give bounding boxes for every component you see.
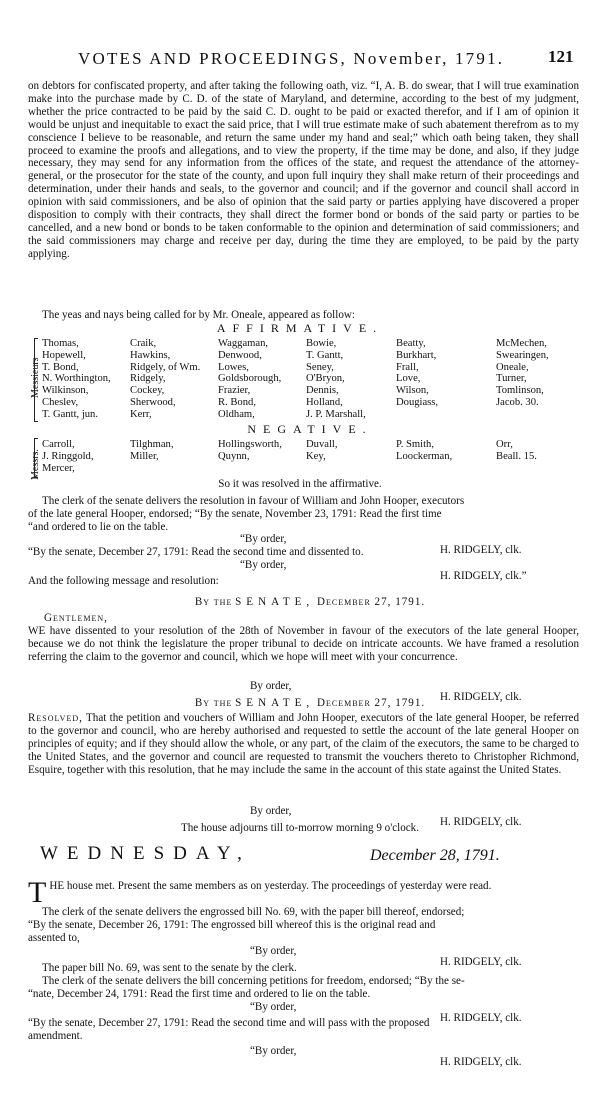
affirmative-member: Denwood, [218,349,262,361]
affirmative-member: Tomlinson, [496,385,544,397]
resolution-text: That the petition and vouchers of William and John Hooper, executors of the late general Hooper, be referred to the governor and council, who are hereby authorised and requested to settle the account of the late general Hooper on principles of equity; and if they should allow the whole, or any part, of the claim of the executors, the same to be charged to the United States, and the governor and council are requested to transmit the vouchers thereto to Christopher Richmond, Esquire, together with this resolution, that he may include the same in the account of this state against the United States. [28,712,579,776]
by-the-lead: By the [194,596,233,608]
affirmative-member: Ridgely, [130,373,166,385]
house-met-paragraph [28,876,579,909]
yeas-nays-intro: The yeas and nays being called for by Mr. Oneale, appeared as follow: [42,309,355,321]
affirmative-member: T. Gantt, [306,349,344,361]
house-adjourns: The house adjourns till to-morrow morning 9 o'clock. [180,822,419,834]
affirmative-member: Hopewell, [42,349,86,361]
affirmative-member: N. Worthington, [42,373,111,385]
affirmative-member: Swearingen, [496,349,549,361]
affirmative-member: Jacob. 30. [496,396,539,408]
bill69-line-3: assented to, [28,932,80,944]
wednesday-day: WEDNESDAY, [40,843,251,864]
affirmative-member: Cheslev, [42,396,79,408]
affirmative-member: Waggaman, [218,338,269,349]
clerk-signature-7: H. RIDGELY, clk. [440,1056,522,1069]
negative-member: Tilghman, [130,439,174,450]
oath-paragraph: on debtors for confiscated property, and after taking the following oath, viz. “I, A. B. do swear, that I will true examination make into the purchase made by C. D. of the state of Maryland, and determine, according to the best of my judgment, whether the price contracted to be paid by the said C. D. ought to be paid or exacted therefor, and if I am of opinion it would be unjust and inequitable to exact the said price, that I will true estimate make of such abatement therefrom as to my conscience I believe to be reasonable, and return the same under my hand and seal;” which oath being taken, they shall proceed to examine the proofs and allegations, and to view the property, if the time may be done, and also, if they judge necessary, they may send for any information from the offices of the state, and request the attendance of the attorney-general, or the prosecutor for the state of the county, and upon full inquiry they shall make return of their proceedings and determination, under their hands and seals, to the governor and council; and if the governor and council shall accord in opinion with said commissioners, and be also of opinion that the said party or parties applying have discovered a proper disposition to comply with their contracts, they shall direct the former bond or bonds of the said party or parties to be cancelled, and a new bond or bonds to be taken conformable to the opinion and determination of said commissioners; and the said commissioners may charge and receive per day, during the time they are employed, to be paid by the party applying. [28,80,579,260]
clerk-signature-6: H. RIDGELY, clk. [440,1012,522,1025]
negative-member: Beall. 15. [496,450,537,462]
bill69-line-2: “By the senate, December 26, 1791: The engrossed bill whereof this is the original read and [28,919,436,931]
affirmative-member: Cockey, [130,385,165,397]
negative-member: Miller, [130,450,159,462]
affirmative-member: Thomas, [42,338,79,349]
drop-cap: T [28,876,47,909]
hooper-clerk-line-1: The clerk of the senate delivers the resolution in favour of William and John Hooper, executors [42,495,465,507]
senate-word: SENATE, [235,596,315,608]
house-met-text: HE house met. Present the same members as on yesterday. The proceedings of yesterday were read. [49,880,492,892]
gentlemen-salutation: Gentlemen, [44,612,108,624]
negative-member: Quynn, [218,450,250,462]
negative-member: Duvall, [306,439,338,450]
negative-member: Loockerman, [396,450,453,462]
freedom-line-3: “By the senate, December 27, 1791: Read the second time and will pass with the proposed [28,1017,430,1029]
negative-member: J. Ringgold, [42,450,94,462]
affirmative-column [42,338,111,421]
affirmative-member: T. Gantt, jun. [42,408,98,420]
by-order-5: “By order, [250,945,297,957]
resolved-word: Resolved, [28,712,83,724]
resolved-affirmative: So it was resolved in the affirmative. [218,478,382,490]
senate-date-2: December 27, 1791. [316,697,426,709]
by-the-senate-heading-1 [10,596,600,609]
negative-label: Messrs. [30,449,41,480]
by-order-1: “By order, [240,533,287,545]
affirmative-heading: AFFIRMATIVE. [216,321,384,335]
negative-heading: NEGATIVE. [247,422,373,436]
affirmative-member: Dennis, [306,385,339,397]
negative-member: Carroll, [42,439,75,450]
freedom-line-4: amendment. [28,1030,83,1042]
affirmative-member: R. Bond, [218,396,256,408]
affirmative-member: Dougiass, [396,396,439,408]
by-order-6: “By order, [250,1001,297,1013]
clerk-signature-4: H. RIDGELY, clk. [440,816,522,829]
clerk-signature-3: H. RIDGELY, clk. [440,691,522,704]
running-header [0,47,600,74]
by-order-3: By order, [250,680,292,692]
affirmative-member: Bowie, [306,338,337,349]
negative-column [218,439,282,463]
affirmative-member: Holland, [306,396,343,408]
clerk-signature-5: H. RIDGELY, clk. [440,956,522,969]
wednesday-heading [40,843,560,874]
affirmative-member: Beatty, [396,338,426,349]
affirmative-column [496,338,549,409]
hooper-clerk-line-3: “and ordered to lie on the table. [28,521,169,533]
senate-dec27-dissented: “By the senate, December 27, 1791: Read the second time and dissented to. [28,546,364,558]
affirmative-member: Hawkins, [130,349,171,361]
affirmative-member: McMechen, [496,338,547,349]
negative-column [130,439,173,463]
clerk-signature-2: H. RIDGELY, clk.” [440,570,527,583]
clerk-signature-1: H. RIDGELY, clk. [440,544,522,557]
affirmative-member: Craik, [130,338,157,349]
affirmative-member: Oldham, [218,408,255,420]
affirmative-member: Lowes, [218,361,249,373]
affirmative-member: Frazier, [218,385,251,397]
affirmative-member: Kerr, [130,408,152,420]
negative-column [42,439,94,474]
affirmative-member: Love, [396,373,421,385]
negative-column [306,439,337,463]
affirmative-brace [34,338,38,422]
affirmative-member: Seney, [306,361,334,373]
wednesday-date: December 28, 1791. [370,847,500,864]
affirmative-member: Ridgely, of Wm. [130,361,201,373]
affirmative-member: O'Bryon, [306,373,345,385]
negative-member: Orr, [496,439,513,450]
following-message: And the following message and resolution: [28,575,219,587]
resolution-paragraph [28,712,579,777]
negative-column [396,439,452,463]
hooper-clerk-line-2: of the late general Hooper, endorsed; “By the senate, November 23, 1791: Read the first time [28,508,442,520]
affirmative-member: Burkhart, [396,349,437,361]
senate-word-2: SENATE, [235,697,315,709]
by-the-lead-2: By the [194,697,233,709]
negative-member: P. Smith, [396,439,434,450]
senate-date: December 27, 1791. [316,596,426,608]
affirmative-member: Frall, [396,361,419,373]
negative-brace [34,438,38,478]
affirmative-member: J. P. Marshall, [306,408,366,420]
freedom-line-1: The clerk of the senate delivers the bill concerning petitions for freedom, endorsed; “By the se- [42,975,465,987]
affirmative-column [130,338,200,421]
negative-member: Key, [306,450,326,462]
affirmative-column [218,338,281,421]
freedom-line-2: “nate, December 24, 1791: Read the first time and ordered to lie on the table. [28,988,371,1000]
page-number: 121 [548,47,574,66]
affirmative-member: Wilkinson, [42,385,89,397]
affirmative-member: Sherwood, [130,396,176,408]
paper-bill-sent: The paper bill No. 69, was sent to the senate by the clerk. [42,962,297,974]
affirmative-member: Oneale, [496,361,529,373]
bill69-line-1: The clerk of the senate delivers the engrossed bill No. 69, with the paper bill thereof, endorsed; [42,906,465,918]
affirmative-member: T. Bond, [42,361,79,373]
affirmative-label: Messieurs [30,357,41,398]
affirmative-column [306,338,366,421]
page-title: VOTES AND PROCEEDINGS, November, 1791. [78,49,505,68]
by-order-7: “By order, [250,1045,297,1057]
negative-column [496,439,537,463]
by-order-4: By order, [250,805,292,817]
by-order-2: “By order, [240,559,287,571]
affirmative-member: Goldsborough, [218,373,282,385]
by-the-senate-heading-2 [10,697,600,710]
senate-message-text: WE have dissented to your resolution of the 28th of November in favour of the executors of the late general Hooper, because we do not think the legislature the proper tribunal to decide on intricate accounts. We have framed a resolution referring the claim to the governor and council, which we hope will meet with your concurrence. [28,625,579,663]
affirmative-member: Wilson, [396,385,429,397]
affirmative-member: Turner, [496,373,527,385]
negative-member: Mercer, [42,462,75,474]
affirmative-column [396,338,438,409]
negative-member: Hollingsworth, [218,439,282,450]
